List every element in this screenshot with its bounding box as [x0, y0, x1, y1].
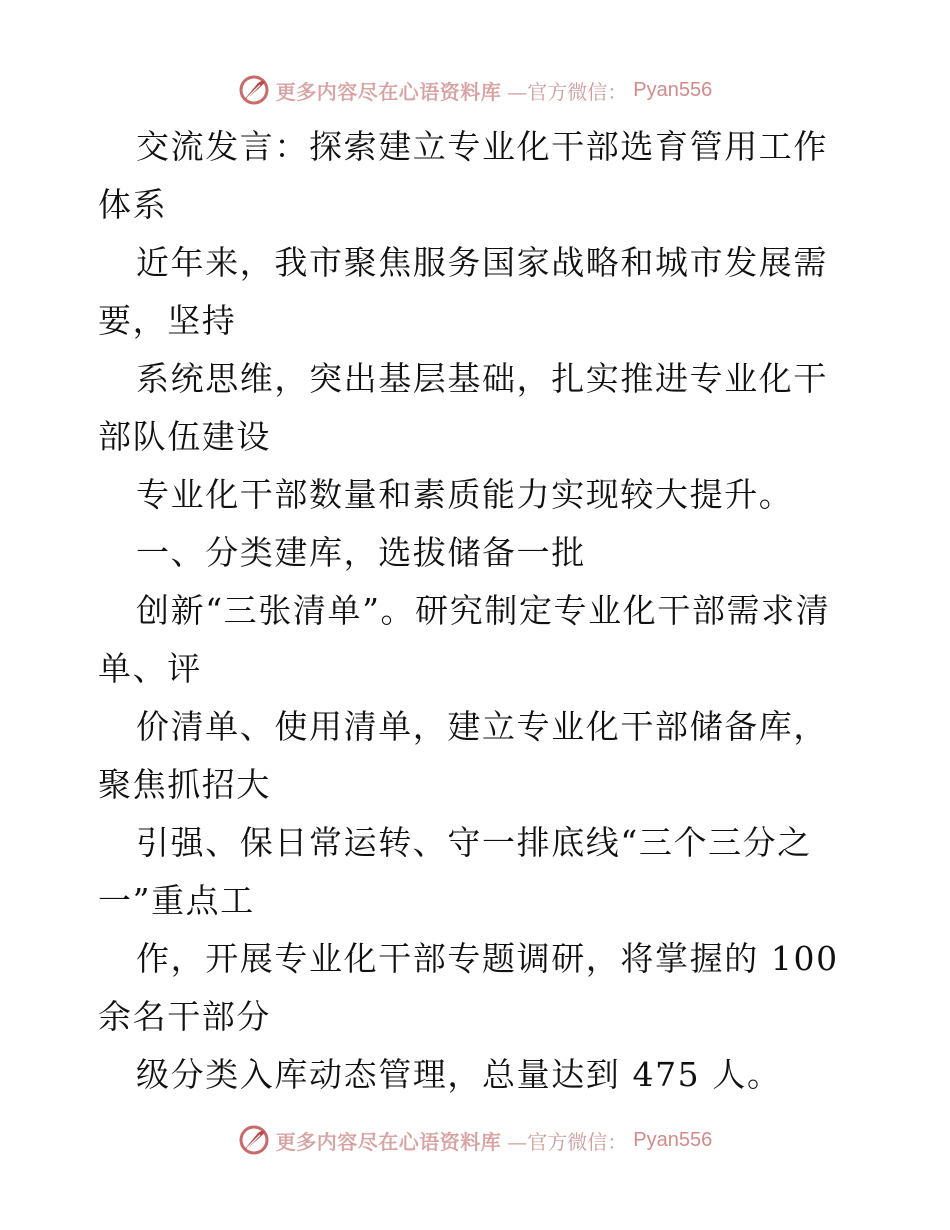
paragraph: 专业化干部数量和素质能力实现较大提升。	[136, 475, 794, 514]
section-heading: 一、分类建库，选拔储备一批	[136, 533, 586, 572]
watermark-subtext: —官方微信：	[507, 79, 628, 104]
paragraph: 近年来，我市聚焦服务国家战略和城市发展需要，坚持	[98, 243, 828, 340]
watermark-wechat-id: Pyan556	[633, 78, 713, 101]
footer-watermark	[0, 1120, 950, 1160]
paragraph: 创新“三张清单”。研究制定专业化干部需求清单、评	[98, 591, 831, 688]
paragraph: 级分类入库动态管理，总量达到 475 人。	[136, 1055, 782, 1094]
watermark-text: 更多内容尽在心语资料库	[275, 1129, 502, 1154]
document-title: 交流发言：探索建立专业化干部选育管用工作体系	[98, 127, 828, 224]
paragraph: 作，开展专业化干部专题调研，将掌握的 100 余名干部分	[98, 939, 839, 1036]
feather-circle-logo	[238, 74, 270, 106]
watermark-wechat-id: Pyan556	[633, 1128, 713, 1151]
paragraph: 引强、保日常运转、守一排底线“三个三分之一”重点工	[98, 823, 812, 920]
paragraph: 系统思维，突出基层基础，扎实推进专业化干部队伍建设	[98, 359, 828, 456]
document-body	[98, 118, 858, 1104]
watermark-subtext: —官方微信：	[507, 1129, 628, 1154]
watermark-text: 更多内容尽在心语资料库	[275, 79, 502, 104]
feather-circle-logo	[238, 1124, 270, 1156]
header-watermark	[0, 70, 950, 110]
paragraph: 价清单、使用清单，建立专业化干部储备库，聚焦抓招大	[98, 707, 828, 804]
